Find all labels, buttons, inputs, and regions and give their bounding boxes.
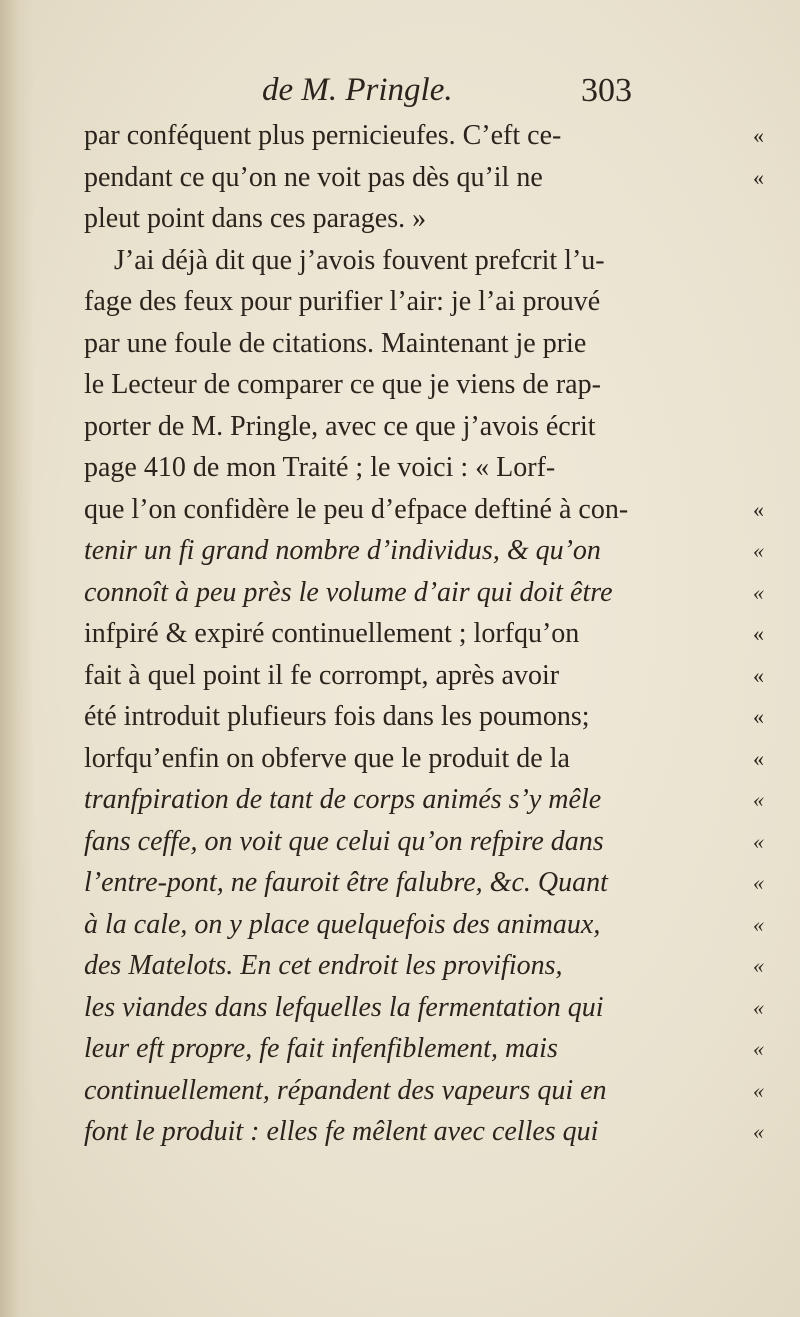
text-line bbox=[84, 1111, 764, 1153]
quotation-margin-mark: « bbox=[753, 994, 764, 1020]
quotation-margin-mark: « bbox=[753, 1077, 764, 1103]
page-header bbox=[262, 72, 632, 114]
text-line-content: que l’on confidère le peu d’efpace deftiné à con- bbox=[84, 493, 629, 525]
text-line-content: leur eft propre, fe fait infenfiblement, mais bbox=[84, 1033, 558, 1064]
text-line-content: J’ai déjà dit que j’avois fouvent prefcrit l’u- bbox=[114, 244, 605, 276]
text-line-content: par conféquent plus pernicieufes. C’eft ce- bbox=[84, 120, 562, 151]
quotation-margin-mark: « bbox=[753, 787, 764, 812]
text-line-content: continuellement, répandent des vapeurs qui en bbox=[84, 1074, 607, 1106]
quotation-margin-mark: « bbox=[753, 621, 764, 646]
quotation-margin-mark: « bbox=[753, 662, 764, 688]
quotation-margin-mark: « bbox=[753, 164, 764, 190]
text-line-content: tranfpiration de tant de corps animés s’y mêle bbox=[84, 784, 602, 815]
text-line-content: fait à quel point il fe corrompt, après avoir bbox=[84, 659, 560, 691]
text-line bbox=[84, 987, 764, 1029]
text-line bbox=[84, 655, 764, 697]
page-number: 303 bbox=[581, 72, 632, 109]
text-line-content: lorfqu’enfin on obferve que le produit de la bbox=[84, 742, 570, 774]
text-line-content: tenir un fi grand nombre d’individus, & qu’on bbox=[84, 535, 601, 566]
text-line-content: à la cale, on y place quelquefois des animaux, bbox=[84, 908, 601, 940]
text-line bbox=[84, 115, 764, 157]
text-line-content: fans ceffe, on voit que celui qu’on refpire dans bbox=[84, 825, 604, 857]
quotation-margin-mark: « bbox=[753, 1119, 764, 1144]
text-line bbox=[84, 323, 764, 365]
text-line bbox=[84, 904, 764, 946]
text-line bbox=[84, 157, 764, 199]
quotation-margin-mark: « bbox=[753, 745, 764, 771]
text-line-content: le Lecteur de comparer ce que je viens de rap- bbox=[84, 369, 601, 400]
text-line-content: pleut point dans ces parages. » bbox=[84, 203, 427, 234]
text-line bbox=[84, 240, 764, 282]
text-line-content: les viandes dans lefquelles la fermentation qui bbox=[84, 991, 604, 1023]
quotation-margin-mark: « bbox=[753, 828, 764, 854]
text-line bbox=[84, 572, 764, 614]
body-text bbox=[84, 115, 764, 1153]
text-line-content: connoît à peu près le volume d’air qui doit être bbox=[84, 576, 613, 608]
text-line bbox=[84, 696, 764, 738]
text-line-content: des Matelots. En cet endroit les provifions, bbox=[84, 950, 563, 981]
text-line-content: été introduit plufieurs fois dans les poumons; bbox=[84, 701, 590, 732]
text-line bbox=[84, 738, 764, 780]
quotation-margin-mark: « bbox=[753, 496, 764, 522]
text-line-content: infpiré & expiré continuellement ; lorfqu’on bbox=[84, 618, 580, 649]
quotation-margin-mark: « bbox=[753, 911, 764, 937]
text-line bbox=[84, 406, 764, 448]
text-line bbox=[84, 779, 764, 821]
text-line bbox=[84, 364, 764, 406]
quotation-margin-mark: « bbox=[753, 870, 764, 895]
text-line-content: par une foule de citations. Maintenant je prie bbox=[84, 327, 587, 359]
text-line bbox=[84, 530, 764, 572]
running-head: de M. Pringle. bbox=[262, 72, 453, 108]
quotation-margin-mark: « bbox=[753, 953, 764, 978]
text-line bbox=[84, 198, 764, 240]
page-gutter-shadow bbox=[0, 0, 34, 1317]
quotation-margin-mark: « bbox=[753, 579, 764, 605]
quotation-margin-mark: « bbox=[753, 123, 764, 148]
text-line bbox=[84, 945, 764, 987]
text-line bbox=[84, 281, 764, 323]
text-line bbox=[84, 1028, 764, 1070]
quotation-margin-mark: « bbox=[753, 1036, 764, 1061]
text-line-content: page 410 de mon Traité ; le voici : « Lorf- bbox=[84, 452, 556, 483]
text-line bbox=[84, 489, 764, 531]
text-line-content: pendant ce qu’on ne voit pas dès qu’il ne bbox=[84, 161, 543, 193]
quotation-margin-mark: « bbox=[753, 538, 764, 563]
quotation-margin-mark: « bbox=[753, 704, 764, 729]
text-line bbox=[84, 613, 764, 655]
text-line-content: porter de M. Pringle, avec ce que j’avois écrit bbox=[84, 410, 596, 442]
text-line bbox=[84, 447, 764, 489]
text-line-content: l’entre-pont, ne fauroit être falubre, &c. Quant bbox=[84, 867, 608, 898]
text-line-content: font le produit : elles fe mêlent avec celles qui bbox=[84, 1116, 599, 1147]
text-line bbox=[84, 1070, 764, 1112]
text-line-content: fage des feux pour purifier l’air: je l’ai prouvé bbox=[84, 286, 601, 317]
text-line bbox=[84, 862, 764, 904]
text-line bbox=[84, 821, 764, 863]
